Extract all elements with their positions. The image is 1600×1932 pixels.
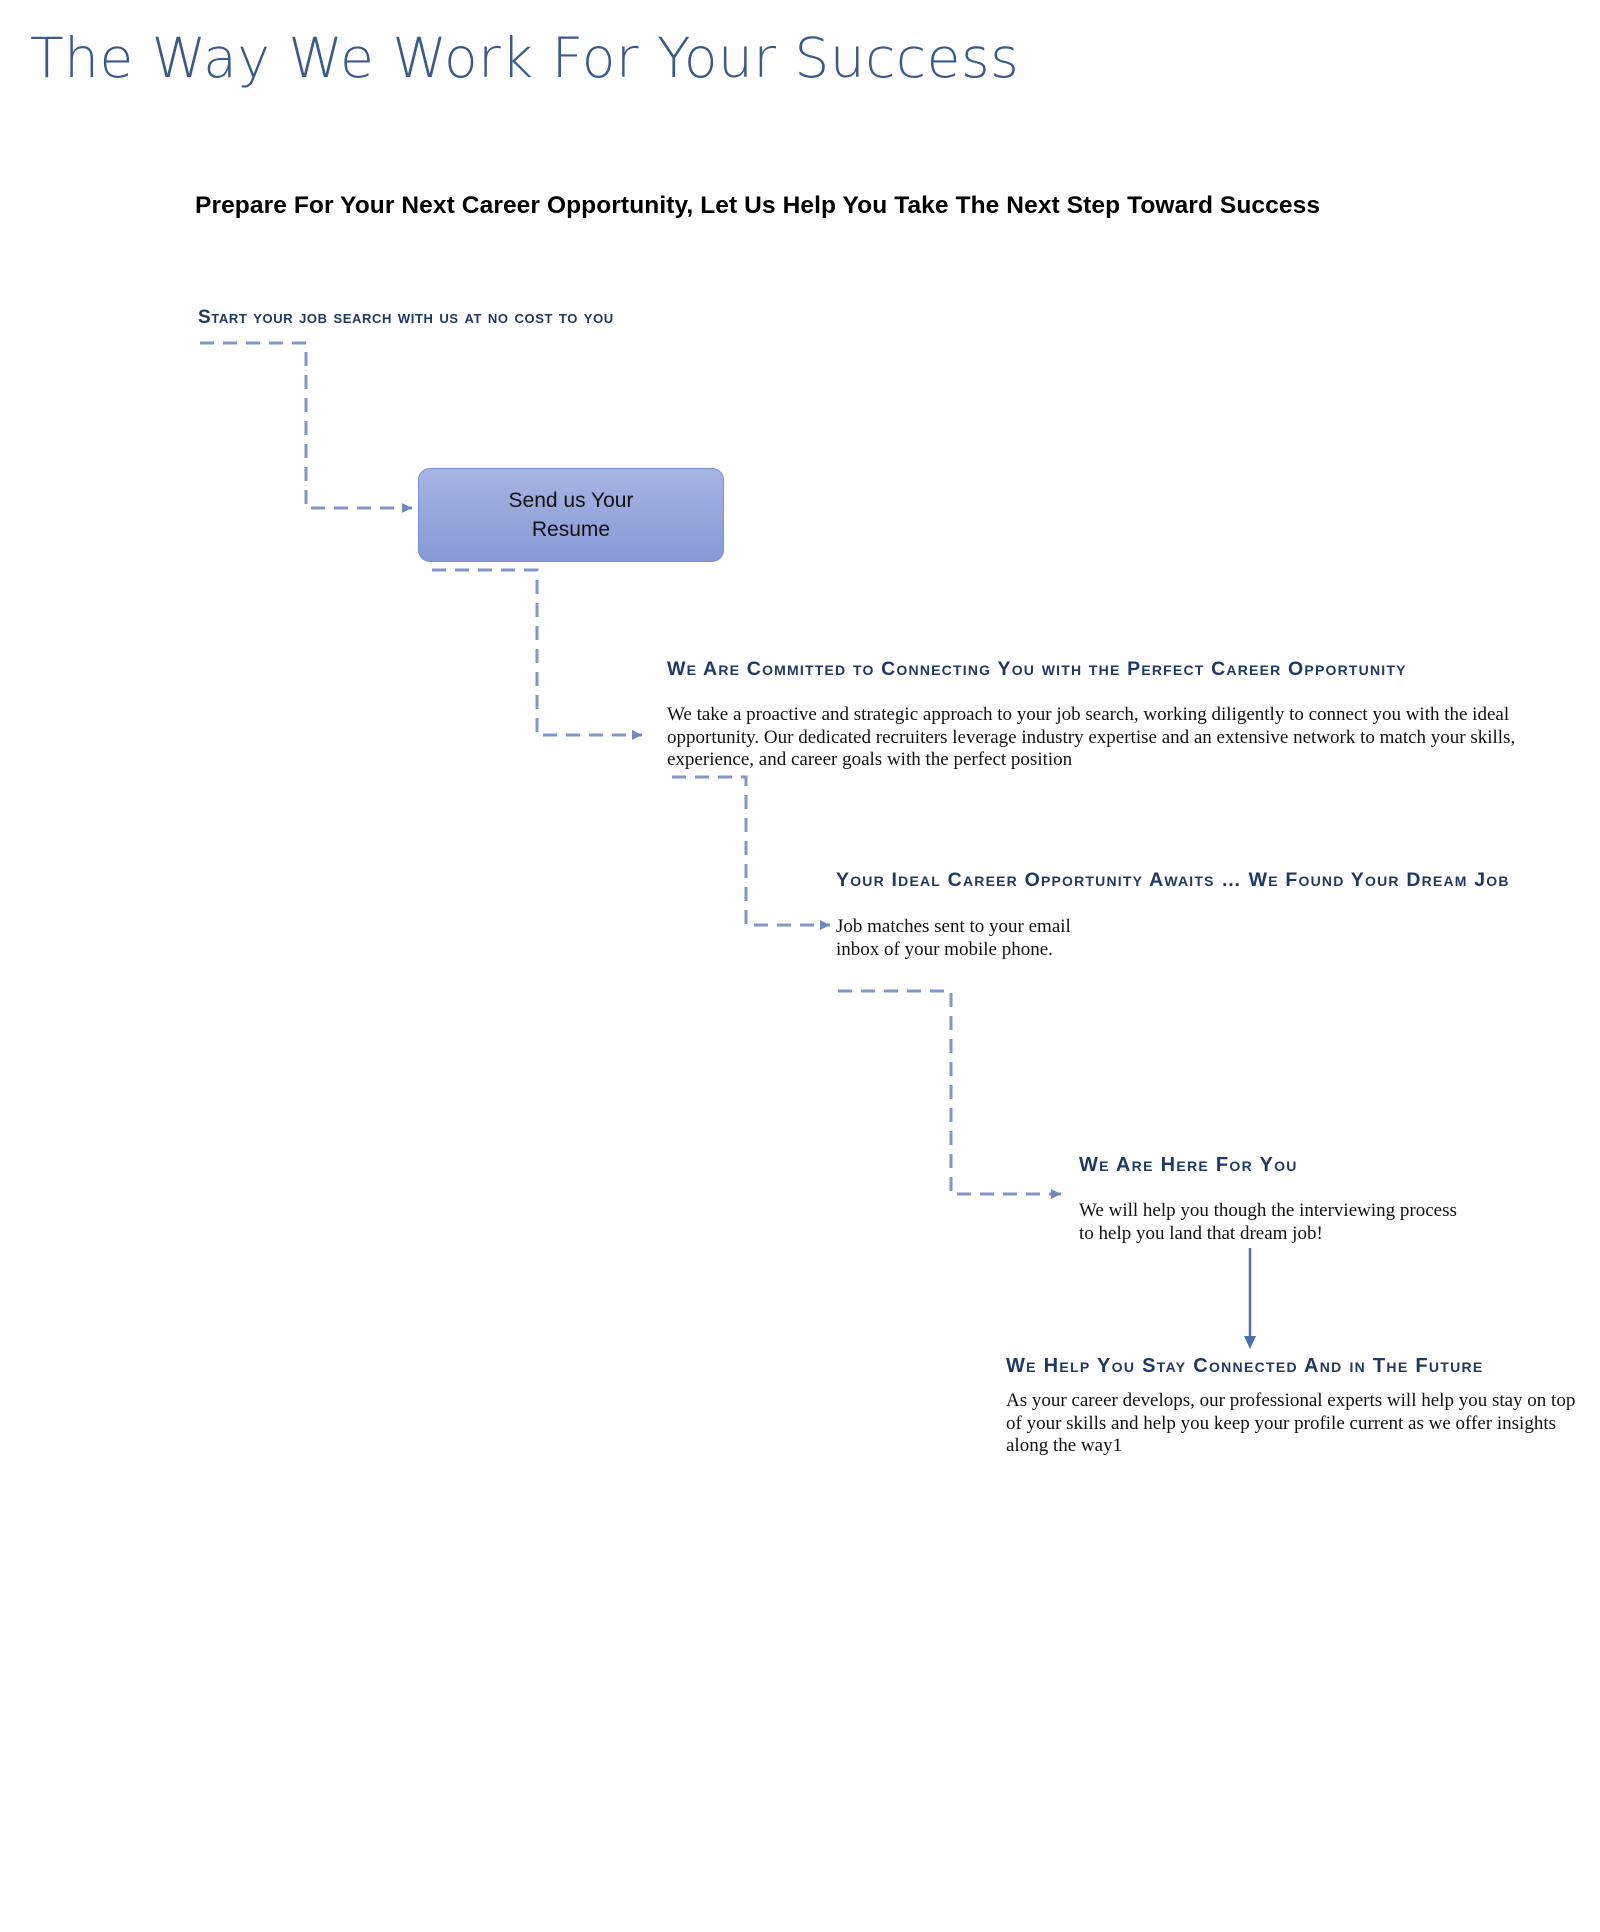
step-ideal-body: Job matches sent to your email inbox of your mobile phone. (836, 916, 1071, 960)
step-here-heading: We Are Here For You (1079, 1154, 1298, 1176)
step-future-body: As your career develops, our professional experts will help you stay on top of your skills and help you keep your profile current as we offer insights along the way1 (1006, 1390, 1576, 1456)
arrowhead-down (1244, 1336, 1256, 1349)
page-subtitle: Prepare For Your Next Career Opportunity, Let Us Help You Take The Next Step Toward Success (195, 192, 1321, 219)
connector-ideal-to-here (838, 991, 1061, 1194)
step-here-body: We will help you though the interviewing process to help you land that dream job! (1079, 1200, 1457, 1244)
step-start-heading: Start your job search with us at no cost to you (198, 307, 614, 328)
step-ideal-heading: Your Ideal Career Opportunity Awaits … We Found Your Dream Job (836, 869, 1510, 891)
step-future-heading: We Help You Stay Connected And in The Future (1006, 1355, 1484, 1377)
connector-resume-to-committed (432, 570, 642, 735)
resume-box-label: Send us Your Resume (508, 489, 634, 541)
step-committed-heading: We Are Committed to Connecting You with the Perfect Career Opportunity (667, 658, 1407, 680)
resume-box (418, 468, 724, 562)
connector-start-to-resume (200, 343, 412, 508)
step-committed-body: We take a proactive and strategic approach to your job search, working diligently to connect you with the ideal opportunity. Our dedicated recruiters leverage industry expertise and an extensive network to match your skills, experience, and career goals with the perfect position (667, 704, 1516, 770)
page-title: The Way We Work For Your Success (30, 26, 1020, 90)
connector-committed-to-ideal (672, 777, 830, 925)
